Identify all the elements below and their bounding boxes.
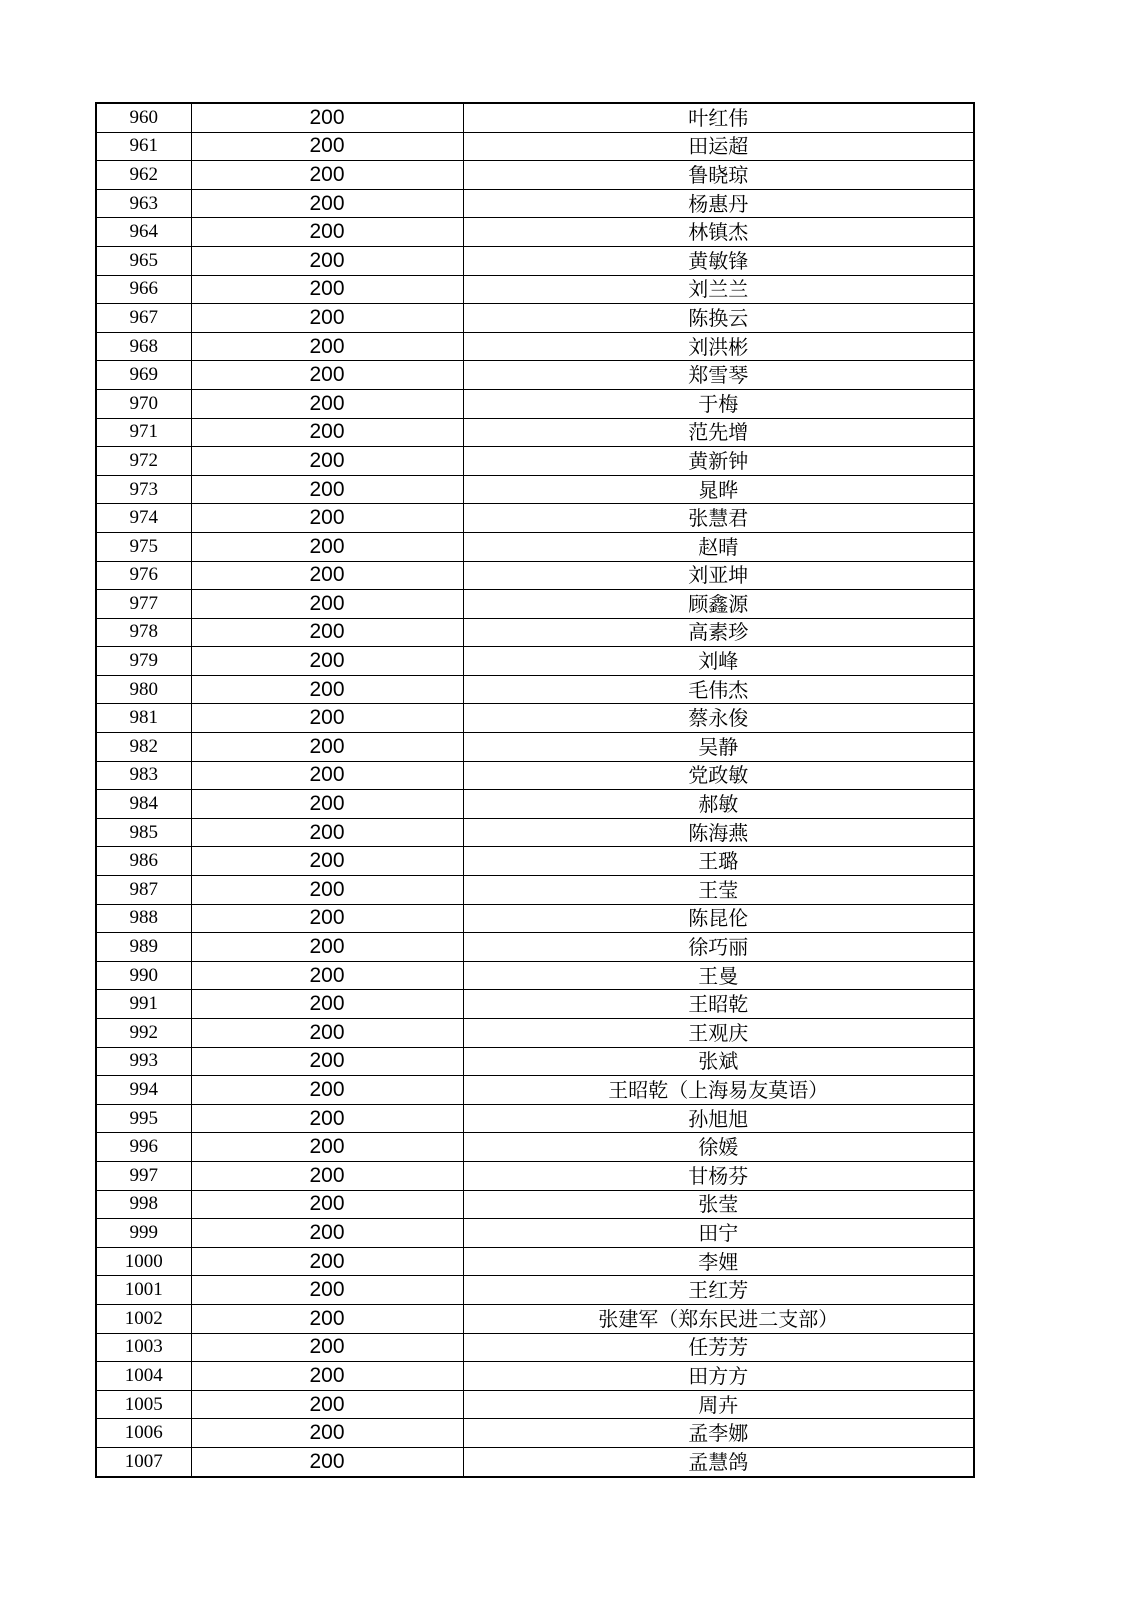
donor-name-cell: 王昭乾 [463, 990, 974, 1019]
donor-name-cell: 郑雪琴 [463, 361, 974, 390]
serial-number-cell: 982 [96, 733, 191, 762]
amount-cell: 200 [191, 1133, 463, 1162]
table-row [96, 1190, 974, 1219]
donor-name-cell: 田方方 [463, 1362, 974, 1391]
donor-name-cell: 张斌 [463, 1047, 974, 1076]
table-row [96, 1047, 974, 1076]
amount-cell: 200 [191, 1019, 463, 1048]
table-row [96, 761, 974, 790]
serial-number-cell: 961 [96, 132, 191, 161]
serial-number-cell: 983 [96, 761, 191, 790]
amount-cell: 200 [191, 961, 463, 990]
table-row [96, 990, 974, 1019]
serial-number-cell: 1001 [96, 1276, 191, 1305]
table-row [96, 876, 974, 905]
donor-name-cell: 周卉 [463, 1390, 974, 1419]
table-row [96, 1304, 974, 1333]
donor-name-cell: 黄敏锋 [463, 246, 974, 275]
amount-cell: 200 [191, 1304, 463, 1333]
table-row [96, 818, 974, 847]
table-row [96, 189, 974, 218]
serial-number-cell: 966 [96, 275, 191, 304]
amount-cell: 200 [191, 389, 463, 418]
table-row [96, 733, 974, 762]
donor-name-cell: 杨惠丹 [463, 189, 974, 218]
amount-cell: 200 [191, 675, 463, 704]
serial-number-cell: 997 [96, 1161, 191, 1190]
donor-name-cell: 王璐 [463, 847, 974, 876]
serial-number-cell: 969 [96, 361, 191, 390]
table-row [96, 561, 974, 590]
donor-name-cell: 张建军（郑东民进二支部） [463, 1304, 974, 1333]
serial-number-cell: 1007 [96, 1447, 191, 1476]
serial-number-cell: 962 [96, 161, 191, 190]
amount-cell: 200 [191, 1161, 463, 1190]
serial-number-cell: 985 [96, 818, 191, 847]
serial-number-cell: 981 [96, 704, 191, 733]
donor-name-cell: 王曼 [463, 961, 974, 990]
serial-number-cell: 975 [96, 532, 191, 561]
amount-cell: 200 [191, 532, 463, 561]
donor-name-cell: 郝敏 [463, 790, 974, 819]
donor-name-cell: 王红芳 [463, 1276, 974, 1305]
table-row [96, 447, 974, 476]
amount-cell: 200 [191, 618, 463, 647]
serial-number-cell: 986 [96, 847, 191, 876]
table-row [96, 618, 974, 647]
serial-number-cell: 991 [96, 990, 191, 1019]
donor-name-cell: 张慧君 [463, 504, 974, 533]
table-row [96, 933, 974, 962]
donor-name-cell: 吴静 [463, 733, 974, 762]
amount-cell: 200 [191, 361, 463, 390]
amount-cell: 200 [191, 447, 463, 476]
table-row [96, 961, 974, 990]
table-row [96, 847, 974, 876]
serial-number-cell: 963 [96, 189, 191, 218]
table-row [96, 246, 974, 275]
amount-cell: 200 [191, 103, 463, 132]
amount-cell: 200 [191, 761, 463, 790]
table-row [96, 504, 974, 533]
table-row [96, 132, 974, 161]
table-row [96, 1333, 974, 1362]
donor-name-cell: 蔡永俊 [463, 704, 974, 733]
donor-name-cell: 党政敏 [463, 761, 974, 790]
table-row [96, 1219, 974, 1248]
donor-name-cell: 甘杨芬 [463, 1161, 974, 1190]
amount-cell: 200 [191, 1362, 463, 1391]
amount-cell: 200 [191, 1390, 463, 1419]
amount-cell: 200 [191, 647, 463, 676]
donor-name-cell: 王昭乾（上海易友莫语） [463, 1076, 974, 1105]
amount-cell: 200 [191, 933, 463, 962]
table-row [96, 361, 974, 390]
donation-table [95, 102, 975, 1478]
serial-number-cell: 964 [96, 218, 191, 247]
donor-name-cell: 田宁 [463, 1219, 974, 1248]
amount-cell: 200 [191, 1104, 463, 1133]
serial-number-cell: 1003 [96, 1333, 191, 1362]
amount-cell: 200 [191, 504, 463, 533]
amount-cell: 200 [191, 304, 463, 333]
serial-number-cell: 974 [96, 504, 191, 533]
serial-number-cell: 993 [96, 1047, 191, 1076]
table-row [96, 590, 974, 619]
table-row [96, 275, 974, 304]
serial-number-cell: 979 [96, 647, 191, 676]
donor-name-cell: 任芳芳 [463, 1333, 974, 1362]
amount-cell: 200 [191, 332, 463, 361]
serial-number-cell: 998 [96, 1190, 191, 1219]
serial-number-cell: 960 [96, 103, 191, 132]
amount-cell: 200 [191, 1247, 463, 1276]
amount-cell: 200 [191, 704, 463, 733]
table-row [96, 304, 974, 333]
amount-cell: 200 [191, 561, 463, 590]
amount-cell: 200 [191, 847, 463, 876]
donor-name-cell: 刘洪彬 [463, 332, 974, 361]
donor-name-cell: 晁晔 [463, 475, 974, 504]
table-row [96, 332, 974, 361]
table-row [96, 904, 974, 933]
serial-number-cell: 1002 [96, 1304, 191, 1333]
amount-cell: 200 [191, 818, 463, 847]
amount-cell: 200 [191, 1219, 463, 1248]
serial-number-cell: 1005 [96, 1390, 191, 1419]
donor-name-cell: 孙旭旭 [463, 1104, 974, 1133]
amount-cell: 200 [191, 218, 463, 247]
table-row [96, 704, 974, 733]
amount-cell: 200 [191, 1076, 463, 1105]
amount-cell: 200 [191, 1447, 463, 1476]
serial-number-cell: 978 [96, 618, 191, 647]
serial-number-cell: 980 [96, 675, 191, 704]
table-row [96, 1104, 974, 1133]
table-row [96, 161, 974, 190]
amount-cell: 200 [191, 790, 463, 819]
donor-name-cell: 毛伟杰 [463, 675, 974, 704]
amount-cell: 200 [191, 132, 463, 161]
table-row [96, 1276, 974, 1305]
serial-number-cell: 968 [96, 332, 191, 361]
donor-name-cell: 刘亚坤 [463, 561, 974, 590]
donor-name-cell: 徐媛 [463, 1133, 974, 1162]
amount-cell: 200 [191, 1047, 463, 1076]
serial-number-cell: 977 [96, 590, 191, 619]
serial-number-cell: 990 [96, 961, 191, 990]
table-row [96, 1019, 974, 1048]
donor-name-cell: 孟慧鸽 [463, 1447, 974, 1476]
serial-number-cell: 1000 [96, 1247, 191, 1276]
donor-name-cell: 徐巧丽 [463, 933, 974, 962]
donor-name-cell: 陈海燕 [463, 818, 974, 847]
donor-name-cell: 孟李娜 [463, 1419, 974, 1448]
donor-name-cell: 张莹 [463, 1190, 974, 1219]
table-row [96, 1076, 974, 1105]
donor-name-cell: 于梅 [463, 389, 974, 418]
amount-cell: 200 [191, 904, 463, 933]
table-row [96, 418, 974, 447]
amount-cell: 200 [191, 246, 463, 275]
serial-number-cell: 995 [96, 1104, 191, 1133]
donor-name-cell: 黄新钟 [463, 447, 974, 476]
serial-number-cell: 971 [96, 418, 191, 447]
serial-number-cell: 988 [96, 904, 191, 933]
table-row [96, 647, 974, 676]
table-row [96, 103, 974, 132]
table-row [96, 1362, 974, 1391]
serial-number-cell: 972 [96, 447, 191, 476]
serial-number-cell: 970 [96, 389, 191, 418]
serial-number-cell: 987 [96, 876, 191, 905]
serial-number-cell: 996 [96, 1133, 191, 1162]
donor-name-cell: 刘峰 [463, 647, 974, 676]
amount-cell: 200 [191, 876, 463, 905]
table-row [96, 790, 974, 819]
table-body [96, 103, 974, 1477]
table-row [96, 218, 974, 247]
donor-name-cell: 刘兰兰 [463, 275, 974, 304]
donor-name-cell: 李娌 [463, 1247, 974, 1276]
donor-name-cell: 顾鑫源 [463, 590, 974, 619]
donor-name-cell: 高素珍 [463, 618, 974, 647]
table-row [96, 389, 974, 418]
amount-cell: 200 [191, 275, 463, 304]
amount-cell: 200 [191, 418, 463, 447]
amount-cell: 200 [191, 990, 463, 1019]
table-row [96, 675, 974, 704]
donor-name-cell: 林镇杰 [463, 218, 974, 247]
serial-number-cell: 989 [96, 933, 191, 962]
amount-cell: 200 [191, 733, 463, 762]
donor-name-cell: 王观庆 [463, 1019, 974, 1048]
table-row [96, 1419, 974, 1448]
amount-cell: 200 [191, 590, 463, 619]
serial-number-cell: 1006 [96, 1419, 191, 1448]
table-row [96, 1247, 974, 1276]
amount-cell: 200 [191, 1276, 463, 1305]
amount-cell: 200 [191, 1333, 463, 1362]
donor-name-cell: 鲁晓琼 [463, 161, 974, 190]
donor-name-cell: 赵晴 [463, 532, 974, 561]
donor-name-cell: 叶红伟 [463, 103, 974, 132]
table-row [96, 532, 974, 561]
amount-cell: 200 [191, 475, 463, 504]
amount-cell: 200 [191, 1190, 463, 1219]
donor-name-cell: 田运超 [463, 132, 974, 161]
table-row [96, 475, 974, 504]
donor-name-cell: 王莹 [463, 876, 974, 905]
table-row [96, 1390, 974, 1419]
table-row [96, 1447, 974, 1476]
serial-number-cell: 994 [96, 1076, 191, 1105]
amount-cell: 200 [191, 189, 463, 218]
amount-cell: 200 [191, 1419, 463, 1448]
table-row [96, 1133, 974, 1162]
serial-number-cell: 999 [96, 1219, 191, 1248]
serial-number-cell: 967 [96, 304, 191, 333]
serial-number-cell: 984 [96, 790, 191, 819]
serial-number-cell: 973 [96, 475, 191, 504]
donor-name-cell: 范先增 [463, 418, 974, 447]
donor-name-cell: 陈换云 [463, 304, 974, 333]
serial-number-cell: 1004 [96, 1362, 191, 1391]
serial-number-cell: 965 [96, 246, 191, 275]
serial-number-cell: 992 [96, 1019, 191, 1048]
serial-number-cell: 976 [96, 561, 191, 590]
amount-cell: 200 [191, 161, 463, 190]
donor-name-cell: 陈昆伦 [463, 904, 974, 933]
table-row [96, 1161, 974, 1190]
